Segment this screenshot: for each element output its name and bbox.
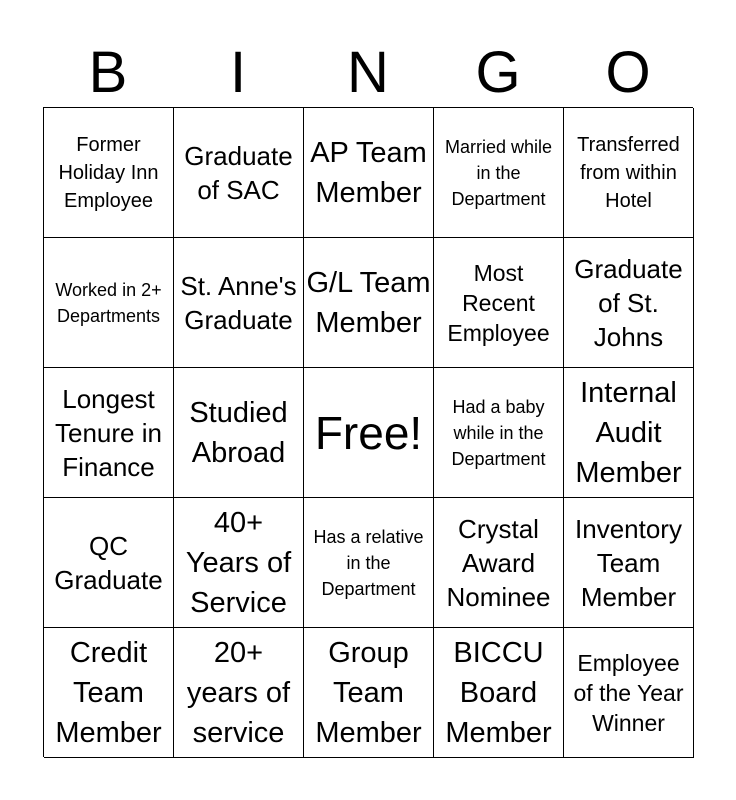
header-letter-i: I	[229, 40, 247, 105]
cell-text: AP Team Member	[310, 136, 427, 209]
bingo-cell[interactable]	[44, 368, 174, 498]
bingo-cell[interactable]	[304, 108, 434, 238]
cell-text: Crystal Award Nominee	[446, 513, 551, 612]
header-letter-o: O	[605, 40, 651, 105]
cell-text: Had a baby while in the Department	[451, 396, 546, 469]
cell-text: Most Recent Employee	[447, 259, 550, 346]
cell-text: Group Team Member	[315, 636, 422, 749]
bingo-cell[interactable]	[434, 628, 564, 758]
bingo-cell[interactable]	[564, 238, 694, 368]
bingo-cell[interactable]	[564, 498, 694, 628]
bingo-cell[interactable]	[434, 498, 564, 628]
header-letter-n: N	[347, 40, 389, 105]
cell-text: Graduate of St. Johns	[574, 253, 683, 352]
bingo-cell[interactable]	[174, 108, 304, 238]
bingo-cell[interactable]	[174, 498, 304, 628]
cell-text: Graduate of SAC	[184, 140, 293, 205]
bingo-cell[interactable]	[434, 108, 564, 238]
cell-text: Married while in the Department	[444, 136, 553, 209]
bingo-board	[43, 107, 693, 757]
cell-text: BICCU Board Member	[445, 636, 552, 749]
bingo-cell[interactable]	[304, 238, 434, 368]
bingo-cell[interactable]	[434, 238, 564, 368]
bingo-cell[interactable]	[564, 368, 694, 498]
cell-text: QC Graduate	[54, 530, 163, 595]
cell-text: Internal Audit Member	[575, 376, 682, 489]
cell-text: Longest Tenure in Finance	[55, 383, 162, 482]
bingo-cell[interactable]	[44, 238, 174, 368]
cell-text: Employee of the Year Winner	[573, 649, 684, 736]
cell-text: St. Anne's Graduate	[180, 270, 297, 335]
bingo-cell[interactable]	[44, 628, 174, 758]
bingo-header	[43, 38, 693, 108]
cell-text: 40+ Years of Service	[185, 506, 292, 619]
header-letter-b: B	[88, 40, 128, 105]
cell-text: Worked in 2+ Departments	[55, 279, 162, 326]
bingo-cell[interactable]	[434, 368, 564, 498]
cell-text: Credit Team Member	[55, 636, 162, 749]
cell-text: Free!	[314, 406, 423, 459]
cell-text: 20+ years of service	[186, 636, 291, 749]
bingo-cell[interactable]	[44, 498, 174, 628]
bingo-cell[interactable]	[174, 628, 304, 758]
bingo-cell[interactable]	[174, 368, 304, 498]
bingo-cell[interactable]	[304, 498, 434, 628]
bingo-cell[interactable]	[304, 628, 434, 758]
bingo-cell[interactable]	[564, 108, 694, 238]
bingo-cell[interactable]	[564, 628, 694, 758]
cell-text: Has a relative in the Department	[313, 526, 424, 599]
cell-text: Former Holiday Inn Employee	[58, 133, 159, 212]
cell-text: Inventory Team Member	[575, 513, 682, 612]
cell-text: G/L Team Member	[306, 266, 431, 339]
bingo-cell[interactable]	[44, 108, 174, 238]
header-letter-g: G	[475, 40, 521, 105]
cell-text: Transferred from within Hotel	[577, 133, 680, 212]
cell-text: Studied Abroad	[189, 396, 288, 469]
bingo-cell[interactable]	[174, 238, 304, 368]
free-space[interactable]	[304, 368, 434, 498]
